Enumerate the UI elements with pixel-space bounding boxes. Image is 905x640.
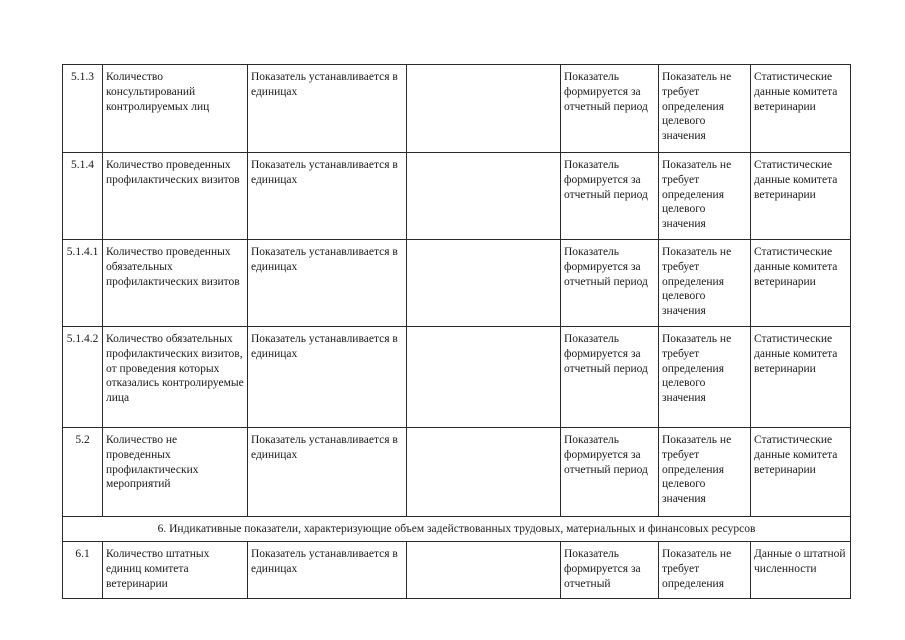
source-cell: Статистические данные комитета ветеринарии bbox=[751, 327, 851, 428]
section-title: 6. Индикативные показатели, характеризующие объем задействованных трудовых, материальных и финансовых ресурсов bbox=[63, 517, 851, 542]
row-number: 5.1.4.1 bbox=[63, 240, 103, 327]
formula-cell bbox=[407, 327, 561, 428]
formula-cell bbox=[407, 153, 561, 240]
source-cell: Статистические данные комитета ветеринарии bbox=[751, 240, 851, 327]
formula-cell bbox=[407, 542, 561, 599]
row-number: 5.1.4.2 bbox=[63, 327, 103, 428]
formula-cell bbox=[407, 240, 561, 327]
indicator-name: Количество не проведенных профилактических мероприятий bbox=[103, 428, 248, 517]
unit-cell: Показатель устанавливается в единицах bbox=[248, 542, 407, 599]
source-cell: Статистические данные комитета ветеринарии bbox=[751, 65, 851, 153]
target-cell: Показатель не требует определения целевого значения bbox=[659, 428, 751, 517]
indicators-table bbox=[62, 64, 851, 599]
target-cell: Показатель не требует определения целевого значения bbox=[659, 153, 751, 240]
period-cell: Показатель формируется за отчетный bbox=[561, 542, 659, 599]
source-cell: Статистические данные комитета ветеринарии bbox=[751, 428, 851, 517]
row-number: 5.1.4 bbox=[63, 153, 103, 240]
indicator-name: Количество проведенных профилактических визитов bbox=[103, 153, 248, 240]
unit-cell: Показатель устанавливается в единицах bbox=[248, 240, 407, 327]
period-cell: Показатель формируется за отчетный период bbox=[561, 153, 659, 240]
target-cell: Показатель не требует определения bbox=[659, 542, 751, 599]
formula-cell bbox=[407, 65, 561, 153]
formula-cell bbox=[407, 428, 561, 517]
source-cell: Данные о штатной численности bbox=[751, 542, 851, 599]
row-number: 6.1 bbox=[63, 542, 103, 599]
table-row bbox=[63, 327, 851, 428]
period-cell: Показатель формируется за отчетный период bbox=[561, 428, 659, 517]
row-number: 5.1.3 bbox=[63, 65, 103, 153]
target-cell: Показатель не требует определения целевого значения bbox=[659, 240, 751, 327]
unit-cell: Показатель устанавливается в единицах bbox=[248, 153, 407, 240]
unit-cell: Показатель устанавливается в единицах bbox=[248, 327, 407, 428]
table-row bbox=[63, 428, 851, 517]
table-row bbox=[63, 542, 851, 599]
target-cell: Показатель не требует определения целевого значения bbox=[659, 65, 751, 153]
target-cell: Показатель не требует определения целевого значения bbox=[659, 327, 751, 428]
row-number: 5.2 bbox=[63, 428, 103, 517]
table-row bbox=[63, 65, 851, 153]
table-row bbox=[63, 153, 851, 240]
indicator-name: Количество обязательных профилактических визитов, от проведения которых отказались контролируемые лица bbox=[103, 327, 248, 428]
period-cell: Показатель формируется за отчетный период bbox=[561, 65, 659, 153]
unit-cell: Показатель устанавливается в единицах bbox=[248, 428, 407, 517]
indicator-name: Количество штатных единиц комитета ветеринарии bbox=[103, 542, 248, 599]
indicator-name: Количество консультирований контролируемых лиц bbox=[103, 65, 248, 153]
section-header-row bbox=[63, 517, 851, 542]
indicator-name: Количество проведенных обязательных профилактических визитов bbox=[103, 240, 248, 327]
period-cell: Показатель формируется за отчетный период bbox=[561, 240, 659, 327]
source-cell: Статистические данные комитета ветеринарии bbox=[751, 153, 851, 240]
period-cell: Показатель формируется за отчетный период bbox=[561, 327, 659, 428]
unit-cell: Показатель устанавливается в единицах bbox=[248, 65, 407, 153]
table-row bbox=[63, 240, 851, 327]
